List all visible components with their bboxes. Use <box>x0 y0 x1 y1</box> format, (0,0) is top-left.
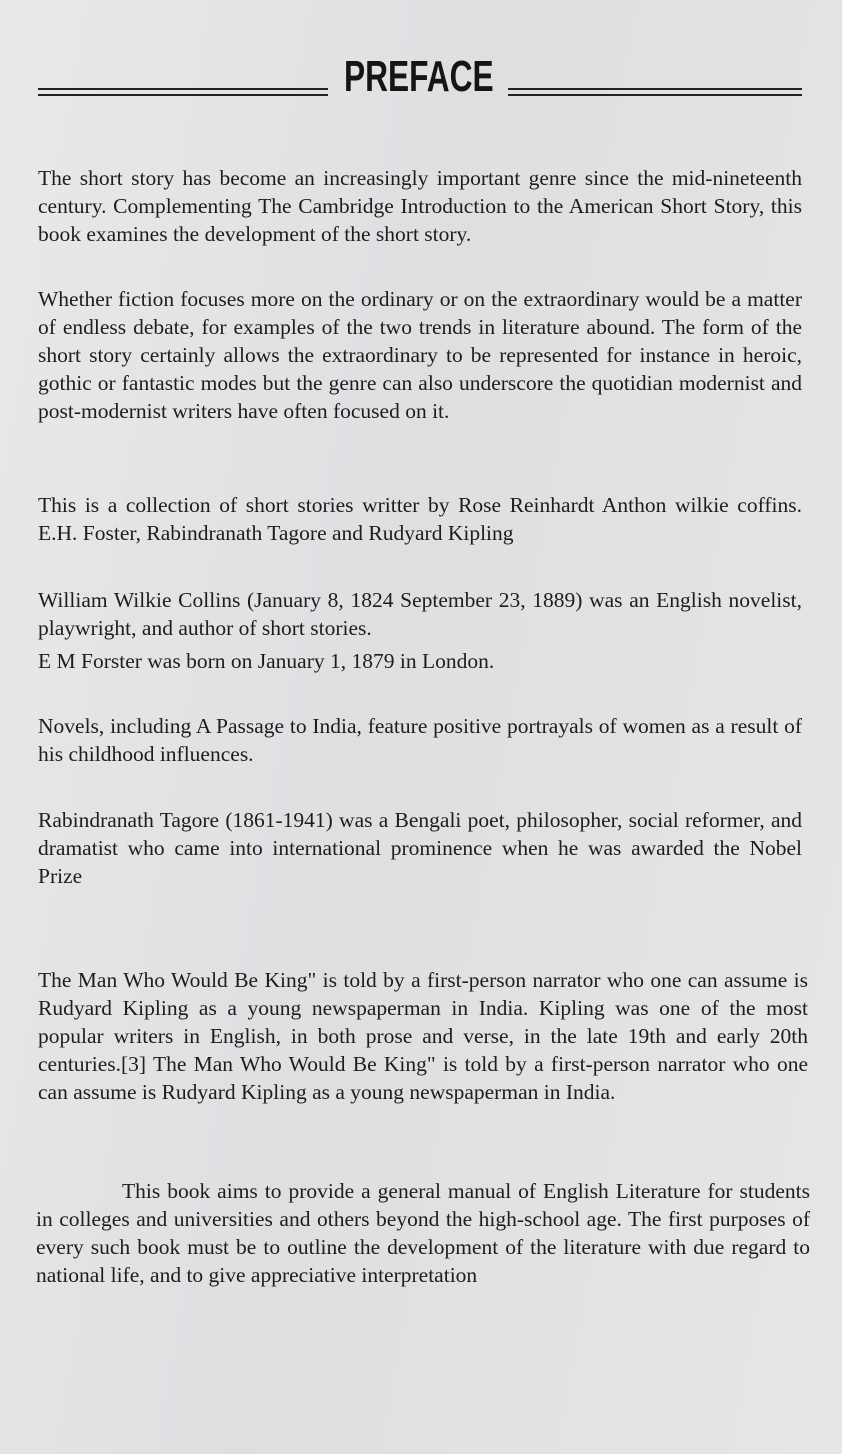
page-title: PREFACE <box>344 52 494 101</box>
preface-heading <box>38 52 802 106</box>
paragraph-collins-bio: William Wilkie Collins (January 8, 1824 September 23, 1889) was an English novelist, playwright, and author of short stories. <box>38 588 802 640</box>
paragraph-kipling: The Man Who Would Be King" is told by a first-person narrator who one can assume is Rudyard Kipling as a young newspaperman in India. Kipling was one of the most popular writers in English, in both prose and verse, in the late 19th and early 20th centuries.[3] The Man Who Would Be King" is told by a first-person narrator who one can assume is Rudyard Kipling as a young newspaperman in India. <box>38 968 808 1104</box>
heading-rule-left <box>38 88 328 96</box>
paragraph-tagore-bio: Rabindranath Tagore (1861-1941) was a Bengali poet, philosopher, social reformer, and dramatist who came into international prominence when he was awarded the Nobel Prize <box>38 808 802 888</box>
paragraph-forster-novels: Novels, including A Passage to India, feature positive portrayals of women as a result of his childhood influences. <box>38 714 802 766</box>
paragraph-introduction: The short story has become an increasingly important genre since the mid-nineteenth century. Complementing The Cambridge Introduction to the American Short Story, this book examines the development of the short story. <box>38 166 802 246</box>
paragraph-fiction-debate: Whether fiction focuses more on the ordinary or on the extraordinary would be a matter of endless debate, for examples of the two trends in literature abound. The form of the short story certainly allows the extraordinary to be represented for instance in heroic, gothic or fantastic modes but the genre can also underscore the quotidian modernist and post-modernist writers have often focused on it. <box>38 287 802 423</box>
paragraph-forster-birth: E M Forster was born on January 1, 1879 in London. <box>38 649 495 673</box>
paragraph-book-aims: This book aims to provide a general manual of English Literature for students in colleges and universities and others beyond the high-school age. The first purposes of every such book must be to outline the development of the literature with due regard to national life, and to give appreciative interpretation <box>36 1179 810 1287</box>
heading-rule-right <box>508 88 802 96</box>
paragraph-collection-authors: This is a collection of short stories writter by Rose Reinhardt Anthon wilkie coffins. E.H. Foster, Rabindranath Tagore and Rudyard Kipling <box>38 493 802 545</box>
